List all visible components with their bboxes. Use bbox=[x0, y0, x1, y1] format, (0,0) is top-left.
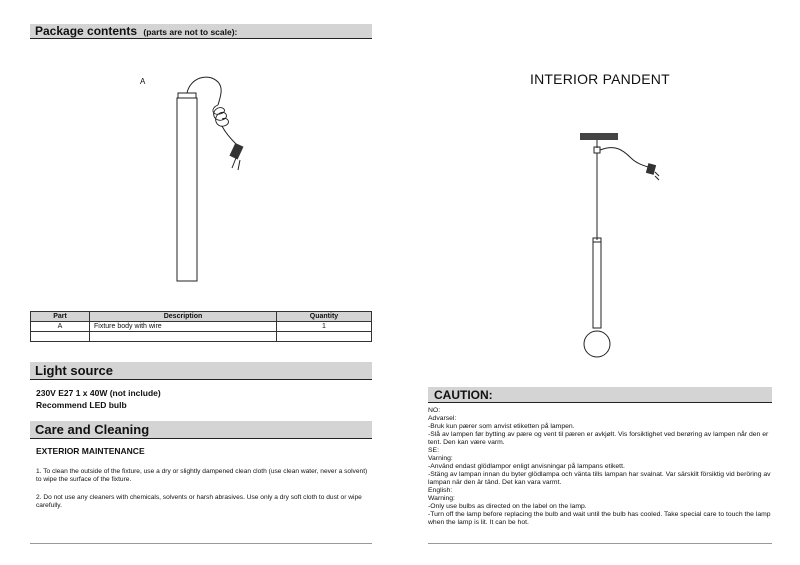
parts-table bbox=[30, 311, 372, 342]
right-bottom-rule bbox=[428, 543, 772, 544]
caution-line: Advarsel: bbox=[428, 415, 457, 422]
pendant-illustration bbox=[575, 128, 670, 373]
caution-text bbox=[428, 407, 778, 527]
part-marker-a: A bbox=[140, 77, 146, 86]
cell-description: Fixture body with wire bbox=[90, 322, 277, 332]
header-quantity: Quantity bbox=[277, 312, 372, 322]
parts-table-header bbox=[31, 312, 372, 322]
package-contents-title: Package contents bbox=[35, 24, 138, 38]
cell-quantity: 1 bbox=[277, 322, 372, 332]
caution-line: SE: bbox=[428, 447, 439, 454]
light-source-title: Light source bbox=[35, 363, 114, 378]
exterior-maintenance-heading: EXTERIOR MAINTENANCE bbox=[36, 446, 145, 456]
light-source-header bbox=[30, 362, 372, 380]
caution-line: English: bbox=[428, 487, 453, 494]
care-item-1: 1. To clean the outside of the fixture, use a dry or slightly dampened clean cloth (use clean water, never a solvent) to wipe the surface of the fixture. bbox=[36, 468, 368, 484]
left-bottom-rule bbox=[30, 543, 372, 544]
caution-line: Warning: bbox=[428, 495, 455, 502]
fixture-body-illustration bbox=[160, 70, 270, 285]
caution-line: -Turn off the lamp before replacing the bulb and wait until the bulb has cooled. Take special care to touch the lamp when the lamp is lit. It can be hot. bbox=[428, 511, 771, 526]
package-contents-subtitle: (parts are not to scale): bbox=[143, 27, 238, 37]
header-description: Description bbox=[90, 312, 277, 322]
caution-line: -Only use bulbs as directed on the label on the lamp. bbox=[428, 503, 587, 510]
caution-line: -Stäng av lampan innan du byter glödlampa och vänta tills lampan har svalnat. Var särskilt försiktig vid beröring av lampan när den är tänd. Det kan vara varmt. bbox=[428, 471, 771, 486]
table-row bbox=[31, 322, 372, 332]
care-cleaning-title: Care and Cleaning bbox=[35, 422, 150, 437]
cell-description bbox=[90, 332, 277, 342]
caution-line: Varning: bbox=[428, 455, 453, 462]
caution-line: -Bruk kun pærer som anvist etiketten på lampen. bbox=[428, 423, 575, 430]
cell-part: A bbox=[31, 322, 90, 332]
interior-pendant-title: INTERIOR PANDENT bbox=[530, 71, 670, 87]
cell-part bbox=[31, 332, 90, 342]
care-item-2: 2. Do not use any cleaners with chemicals, solvents or harsh abrasives. Use only a dry soft cloth to dust or wipe carefully. bbox=[36, 494, 362, 510]
caution-line: -Slå av lampen før bytting av pære og vent til pæren er avkjølt. Vis forsiktighet ved berøring av lampen når den er tent. Den kan være varm. bbox=[428, 431, 769, 446]
package-contents-header bbox=[30, 24, 372, 39]
caution-header bbox=[428, 387, 772, 403]
caution-line: -Använd endast glödlampor enligt anvisningar på lampans etikett. bbox=[428, 463, 625, 470]
light-source-line-2: Recommend LED bulb bbox=[36, 400, 127, 410]
light-source-line-1: 230V E27 1 x 40W (not include) bbox=[36, 388, 161, 398]
header-part: Part bbox=[31, 312, 90, 322]
caution-title: CAUTION: bbox=[434, 388, 493, 402]
caution-line: NO: bbox=[428, 407, 441, 414]
cell-quantity bbox=[277, 332, 372, 342]
care-cleaning-header bbox=[30, 421, 372, 439]
table-row bbox=[31, 332, 372, 342]
